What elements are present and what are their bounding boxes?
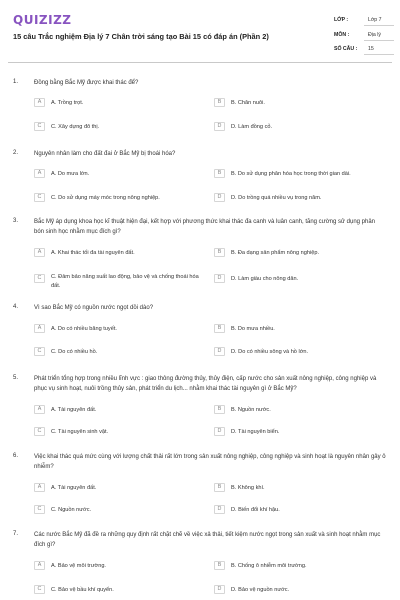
header-divider bbox=[8, 62, 392, 63]
question-text: Vì sao Bắc Mỹ có nguồn nước ngọt dồi dào? bbox=[34, 305, 154, 311]
option-text: A. Trồng trọt. bbox=[51, 100, 84, 106]
option-letter-box: D bbox=[214, 274, 225, 283]
option-text: C. Nguồn nước. bbox=[51, 507, 92, 513]
option-letter-box: A bbox=[34, 169, 45, 178]
option-letter-box: B bbox=[214, 405, 225, 414]
option-letter-box: A bbox=[34, 405, 45, 414]
question-text: Bắc Mỹ áp dụng khoa học kĩ thuật hiện đại, kết hợp với phương thức khai thác đa canh và luân canh, tăng cường sử dụng phân bón sinh học nhằm mục đích gì? bbox=[34, 219, 376, 235]
option-text: C. Tài nguyên sinh vật. bbox=[51, 429, 109, 435]
question-number: 3. bbox=[13, 218, 19, 224]
question-number: 7. bbox=[13, 531, 19, 537]
option-text: D. Biến đổi khí hậu. bbox=[231, 507, 280, 513]
document-title: 15 câu Trắc nghiệm Địa lý 7 Chân trời sáng tạo Bài 15 có đáp án (Phần 2) bbox=[13, 32, 269, 41]
option-letter-box: C bbox=[34, 193, 45, 202]
option-letter-box: D bbox=[214, 585, 225, 594]
option-text: B. Đa dạng sản phẩm nông nghiệp. bbox=[231, 250, 320, 256]
option-letter-box: A bbox=[34, 98, 45, 107]
option-letter-box: C bbox=[34, 122, 45, 131]
meta-count-label: SỐ CÂU : bbox=[334, 46, 358, 52]
meta-divider bbox=[364, 40, 394, 41]
option-text: A. Tài nguyên đất. bbox=[51, 407, 97, 413]
option-text: C. Do sử dụng máy móc trong nông nghiệp. bbox=[51, 195, 160, 201]
option-text: D. Tài nguyên biển. bbox=[231, 429, 280, 435]
option-letter-box: B bbox=[214, 483, 225, 492]
question-number: 2. bbox=[13, 150, 19, 156]
option-text: B. Chống ô nhiễm môi trường. bbox=[231, 563, 307, 569]
option-text: D. Làm giàu cho nông dân. bbox=[231, 276, 299, 282]
question-text: Đồng bằng Bắc Mỹ được khai thác để? bbox=[34, 80, 139, 86]
question-text: Phát triển tổng hợp trong nhiều lĩnh vực : giao thông đường thủy, thủy điện, cấp nước cho sản xuất nông nghiệp, công nghiệp và phục vụ sinh hoạt, nuôi trồng thủy sản, phát triển du lịch... nhằm khai thác tài nguyên gì ở Bắc Mỹ? bbox=[34, 376, 377, 392]
option-text: B. Không khí. bbox=[231, 485, 265, 491]
option-text: B. Nguồn nước. bbox=[231, 407, 271, 413]
meta-grade-value: Lớp 7 bbox=[368, 17, 382, 23]
meta-subject-label: MÔN : bbox=[334, 32, 350, 38]
option-letter-box: A bbox=[34, 483, 45, 492]
option-letter-box: D bbox=[214, 193, 225, 202]
option-text: C. Bảo vệ bầu khí quyển. bbox=[51, 587, 114, 593]
option-letter-box: A bbox=[34, 248, 45, 257]
option-letter-box: C bbox=[34, 585, 45, 594]
meta-divider bbox=[364, 25, 394, 26]
option-text: A. Tài nguyên đất. bbox=[51, 485, 97, 491]
option-letter-box: D bbox=[214, 122, 225, 131]
question-number: 5. bbox=[13, 375, 19, 381]
option-text: C. Xây dựng đô thị. bbox=[51, 124, 100, 130]
option-text: B. Do sử dụng phân hóa học trong thời gian dài. bbox=[231, 171, 351, 177]
question-number: 4. bbox=[13, 304, 19, 310]
option-letter-box: D bbox=[214, 505, 225, 514]
option-text: D. Do có nhiều sông và hồ lớn. bbox=[231, 349, 309, 355]
option-letter-box: B bbox=[214, 169, 225, 178]
option-letter-box: C bbox=[34, 427, 45, 436]
option-letter-box: C bbox=[34, 505, 45, 514]
option-letter-box: C bbox=[34, 274, 45, 283]
option-text: A. Do có nhiều băng tuyết. bbox=[51, 326, 117, 332]
meta-count-value: 15 bbox=[368, 46, 374, 52]
option-letter-box: A bbox=[34, 561, 45, 570]
question-number: 1. bbox=[13, 79, 19, 85]
option-letter-box: B bbox=[214, 324, 225, 333]
meta-grade-label: LỚP : bbox=[334, 17, 349, 23]
option-text: A. Do mưa lớn. bbox=[51, 171, 90, 177]
question-text: Việc khai thác quá mức cùng với lượng chất thải rất lớn trong sản xuất nông nghiệp, công nghiệp và sinh hoạt là nguyên nhân gây ô nhiễm? bbox=[34, 454, 386, 470]
page-header bbox=[0, 0, 400, 62]
option-text: A. Bảo vệ môi trường. bbox=[51, 563, 106, 569]
option-text: B. Do mưa nhiều. bbox=[231, 326, 275, 332]
option-letter-box: B bbox=[214, 248, 225, 257]
option-text: D. Bảo vệ nguồn nước. bbox=[231, 587, 290, 593]
option-letter-box: D bbox=[214, 347, 225, 356]
option-text: C. Do có nhiều hồ. bbox=[51, 349, 98, 355]
option-text: D. Làm đồng cỏ. bbox=[231, 124, 273, 130]
question-text: Nguyên nhân làm cho đất đai ở Bắc Mỹ bị thoái hóa? bbox=[34, 151, 176, 157]
option-letter-box: D bbox=[214, 427, 225, 436]
question-text: Các nước Bắc Mỹ đã đề ra những quy định rất chặt chẽ về việc xả thải, tiết kiệm nước ngọt trong sản xuất và sinh hoạt nhằm mục đích gì? bbox=[34, 532, 381, 548]
option-letter-box: C bbox=[34, 347, 45, 356]
option-letter-box: A bbox=[34, 324, 45, 333]
option-letter-box: B bbox=[214, 561, 225, 570]
quizizz-logo: QUIZIZZ bbox=[13, 13, 72, 27]
option-text: A. Khai thác tối đa tài nguyên đất. bbox=[51, 250, 135, 256]
option-text: C. Đảm bảo năng suất lao động, bảo vệ và chống thoái hóa đất. bbox=[51, 274, 199, 289]
meta-subject-value: Địa lý bbox=[368, 32, 381, 38]
option-text: B. Chăn nuôi. bbox=[231, 100, 265, 106]
meta-divider bbox=[364, 54, 394, 55]
option-letter-box: B bbox=[214, 98, 225, 107]
option-text: D. Do trồng quá nhiều vụ trong năm. bbox=[231, 195, 322, 201]
question-number: 6. bbox=[13, 453, 19, 459]
